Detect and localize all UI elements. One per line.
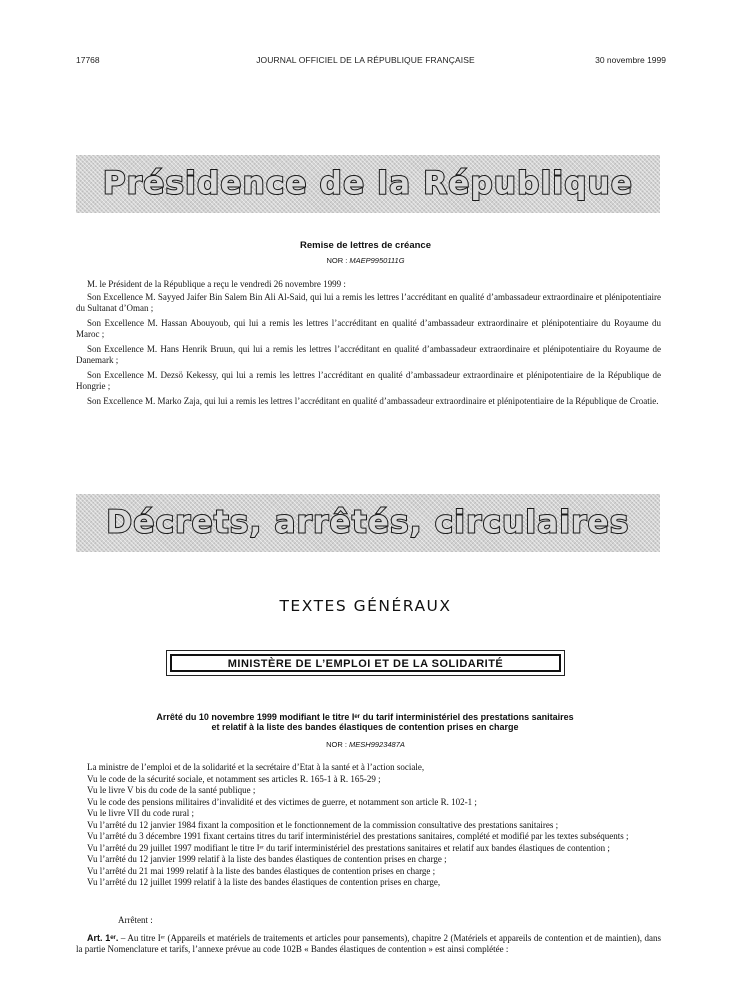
paragraph: Son Excellence M. Marko Zaja, qui lui a remis les lettres l’accréditant en qualité d’ambassadeur extraordinaire et plénipotentiaire de la République de Croatie.: [87, 396, 659, 406]
page-number: 17768: [76, 55, 100, 65]
section-title: Remise de lettres de créance: [300, 240, 431, 251]
arrete-title-line: Arrêté du 10 novembre 1999 modifiant le titre Iᵉʳ du tarif interministériel des prestations sanitaires: [156, 712, 574, 722]
nor-code: MESH9923487A: [349, 740, 405, 749]
banner-title: Décrets, arrêtés, circulaires: [106, 504, 630, 541]
nor-code: MAEP9950111G: [349, 256, 405, 265]
article-1: [76, 933, 661, 956]
visa-line: Vu l’arrêté du 12 janvier 1984 fixant la composition et le fonctionnement de la commission consultative des prestations sanitaires ;: [87, 819, 559, 830]
visa-line: La ministre de l’emploi et de la solidarité et la secrétaire d’Etat à la santé et à l’action sociale,: [87, 762, 425, 772]
banner-title: Présidence de la République: [102, 165, 634, 202]
visa-line: Vu le code des pensions militaires d’invalidité et des victimes de guerre, et notamment son article R. 102-1 ;: [87, 796, 477, 807]
nor-label: NOR :: [326, 740, 347, 749]
visa-line: Vu l’arrêté du 21 mai 1999 relatif à la liste des bandes élastiques de contention prises en charge ;: [87, 865, 436, 876]
nor-reference: [0, 740, 731, 749]
visa-line: Vu le code de la sécurité sociale, et notamment ses articles R. 165-1 à R. 165-29 ;: [87, 773, 381, 784]
visa-line: Vu le livre VII du code rural ;: [87, 808, 195, 818]
ministry-name: MINISTÈRE DE L’EMPLOI ET DE LA SOLIDARITÉ: [170, 654, 561, 672]
nor-label: NOR :: [326, 256, 348, 265]
visa-line: Vu l’arrêté du 12 juillet 1999 relatif à la liste des bandes élastiques de contention prises en charge,: [87, 877, 441, 887]
journal-title: JOURNAL OFFICIEL DE LA RÉPUBLIQUE FRANÇAISE: [256, 55, 475, 65]
paragraph: Son Excellence M. Hans Henrik Bruun, qui lui a remis les lettres l’accréditant en qualité d’ambassadeur extraordinaire et plénipotentiaire du Royaume de Danemark ;: [76, 344, 661, 366]
arrete-title-line: et relatif à la liste des bandes élastiques de contention prises en charge: [211, 722, 519, 732]
paragraph: Son Excellence M. Dezsö Kekessy, qui lui a remis les lettres l’accréditant en qualité d’ambassadeur extraordinaire et plénipotentiaire de la République de Hongrie ;: [76, 370, 661, 392]
visa-line: Vu l’arrêté du 12 janvier 1999 relatif à la liste des bandes élastiques de contention prises en charge ;: [87, 854, 447, 864]
article-label: Art. 1ᵉʳ.: [87, 933, 119, 943]
paragraph: Son Excellence M. Sayyed Jaifer Bin Salem Bin Ali Al-Said, qui lui a remis les lettres l’accréditant en qualité d’ambassadeur extraordinaire et plénipotentiaire du Sultanat d’Oman ;: [76, 292, 661, 314]
visas-list: [76, 762, 661, 889]
arrete-title: [90, 712, 640, 732]
textes-generaux-heading: TEXTES GÉNÉRAUX: [279, 597, 452, 615]
nor-reference: [0, 256, 731, 265]
paragraph: M. le Président de la République a reçu le vendredi 26 novembre 1999 :: [87, 279, 346, 289]
arretent-label: Arrêtent :: [118, 915, 153, 925]
section-banner-presidence: [76, 155, 660, 213]
section-banner-decrets: [76, 494, 660, 552]
visa-line: Vu l’arrêté du 3 décembre 1991 fixant certains titres du tarif interministériel des prestations sanitaires, complété et modifié par les textes subséquents ;: [87, 831, 629, 841]
article-text: – Au titre Iᵉʳ (Appareils et matériels de traitements et articles pour pansements), chapitre 2 (Matériels et appareils de contention et de maintien), dans la partie Nomenclature et tarifs, l’annexe prévue au code 102B « Bandes élastiques de contention » est ainsi complétée :: [76, 933, 661, 955]
visa-line: Vu le livre V bis du code de la santé publique ;: [87, 785, 256, 795]
ministry-box: [166, 650, 565, 676]
visa-line: Vu l’arrêté du 29 juillet 1997 modifiant le titre Iᵉʳ du tarif interministériel des prestations sanitaires et relatif aux bandes élastiques de contention ;: [87, 842, 610, 853]
issue-date: 30 novembre 1999: [595, 55, 666, 65]
paragraph: Son Excellence M. Hassan Abouyoub, qui lui a remis les lettres l’accréditant en qualité d’ambassadeur extraordinaire et plénipotentiaire du Royaume du Maroc ;: [76, 318, 661, 340]
